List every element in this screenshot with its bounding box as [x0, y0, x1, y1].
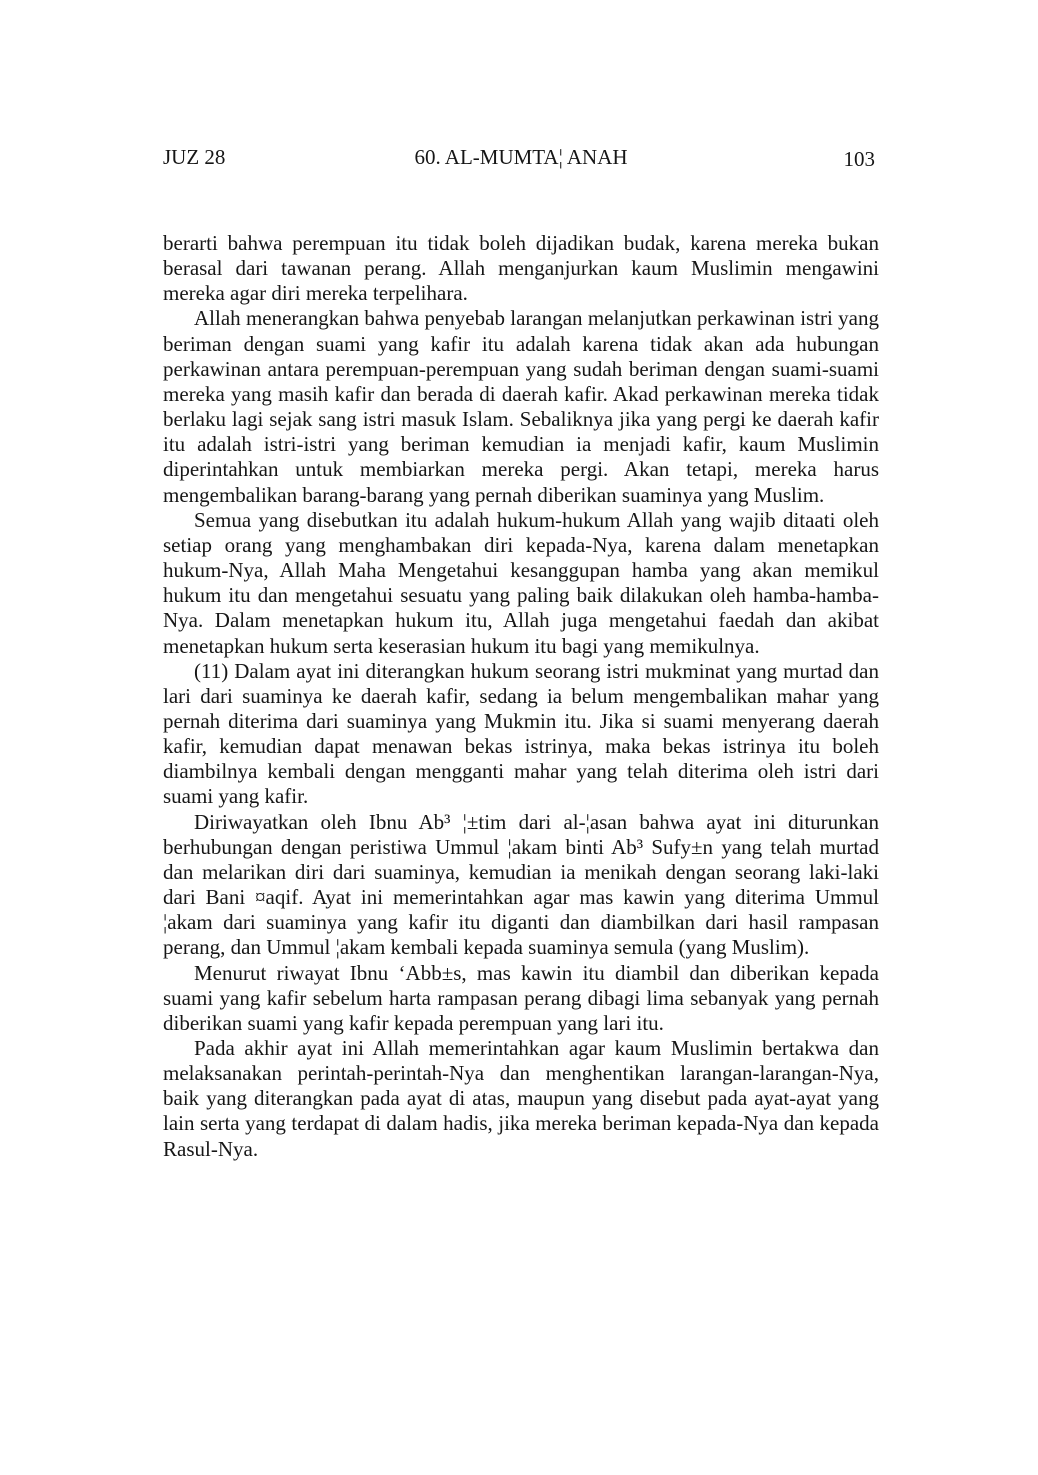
surah-title: 60. AL-MUMTA¦ ANAH	[414, 145, 628, 169]
page-header	[163, 142, 879, 172]
page-number: 103	[843, 147, 875, 171]
paragraph-6: Menurut riwayat Ibnu ‘Abb±s, mas kawin itu diambil dan diberikan kepada suami yang kafir sebelum harta rampasan perang dibagi lima sebanyak yang pernah diberikan suami yang kafir kepada perempuan yang lari itu.	[163, 960, 879, 1035]
paragraph-5: Diriwayatkan oleh Ibnu Ab³ ¦±tim dari al-¦asan bahwa ayat ini diturunkan berhubungan dengan peristiwa Ummul ¦akam binti Ab³ Sufy±n yang telah murtad dan melarikan diri dari suaminya, kemudian ia menikah dengan seorang laki-laki dari Bani ¤aqif. Ayat ini memerintahkan agar mas kawin yang diterima Ummul ¦akam dari suaminya yang kafir itu diganti dan diambilkan dari hasil rampasan perang, dan Ummul ¦akam kembali kepada suaminya semula (yang Muslim).	[163, 809, 879, 960]
paragraph-1: berarti bahwa perempuan itu tidak boleh dijadikan budak, karena mereka bukan berasal dari tawanan perang. Allah menganjurkan kaum Muslimin mengawini mereka agar diri mereka terpelihara.	[163, 231, 879, 306]
paragraph-4: (11) Dalam ayat ini diterangkan hukum seorang istri mukminat yang murtad dan lari dari suaminya ke daerah kafir, sedang ia belum mengembalikan mahar yang pernah diterima dari suaminya yang Mukmin itu. Jika si suami menyerang daerah kafir, kemudian dapat menawan bekas istrinya, maka bekas istrinya itu boleh diambilnya kembali dengan mengganti mahar yang telah diterima oleh istri dari suami yang kafir.	[163, 658, 879, 809]
juz-label: JUZ 28	[163, 145, 226, 169]
paragraph-2: Allah menerangkan bahwa penyebab larangan melanjutkan perkawinan istri yang beriman dengan suami yang kafir itu adalah karena tidak akan ada hubungan perkawinan antara perempuan-perempuan yang sudah beriman dengan suami-suami mereka yang masih kafir dan berada di daerah kafir. Akad perkawinan mereka tidak berlaku lagi sejak sang istri masuk Islam. Sebaliknya jika yang pergi ke daerah kafir itu adalah istri-istri yang beriman kemudian ia menjadi kafir, kaum Muslimin diperintahkan untuk membiarkan mereka pergi. Akan tetapi, mereka harus mengembalikan barang-barang yang pernah diberikan suaminya yang Muslim.	[163, 306, 879, 507]
paragraph-7: Pada akhir ayat ini Allah memerintahkan agar kaum Muslimin bertakwa dan melaksanakan perintah-perintah-Nya dan menghentikan larangan-larangan-Nya, baik yang diterangkan pada ayat di atas, maupun yang disebut pada ayat-ayat yang lain serta yang terdapat di dalam hadis, jika mereka beriman kepada-Nya dan kepada Rasul-Nya.	[163, 1036, 879, 1161]
body-text	[163, 231, 879, 1162]
paragraph-3: Semua yang disebutkan itu adalah hukum-hukum Allah yang wajib ditaati oleh setiap orang yang menghambakan diri kepada-Nya, karena dalam menetapkan hukum-Nya, Allah Maha Mengetahui kesanggupan hamba yang akan memikul hukum itu dan mengetahui sesuatu yang paling baik dilakukan oleh hamba-hamba-Nya. Dalam menetapkan hukum itu, Allah juga mengetahui faedah dan akibat menetapkan hukum serta keserasian hukum itu bagi yang memikulnya.	[163, 507, 879, 658]
